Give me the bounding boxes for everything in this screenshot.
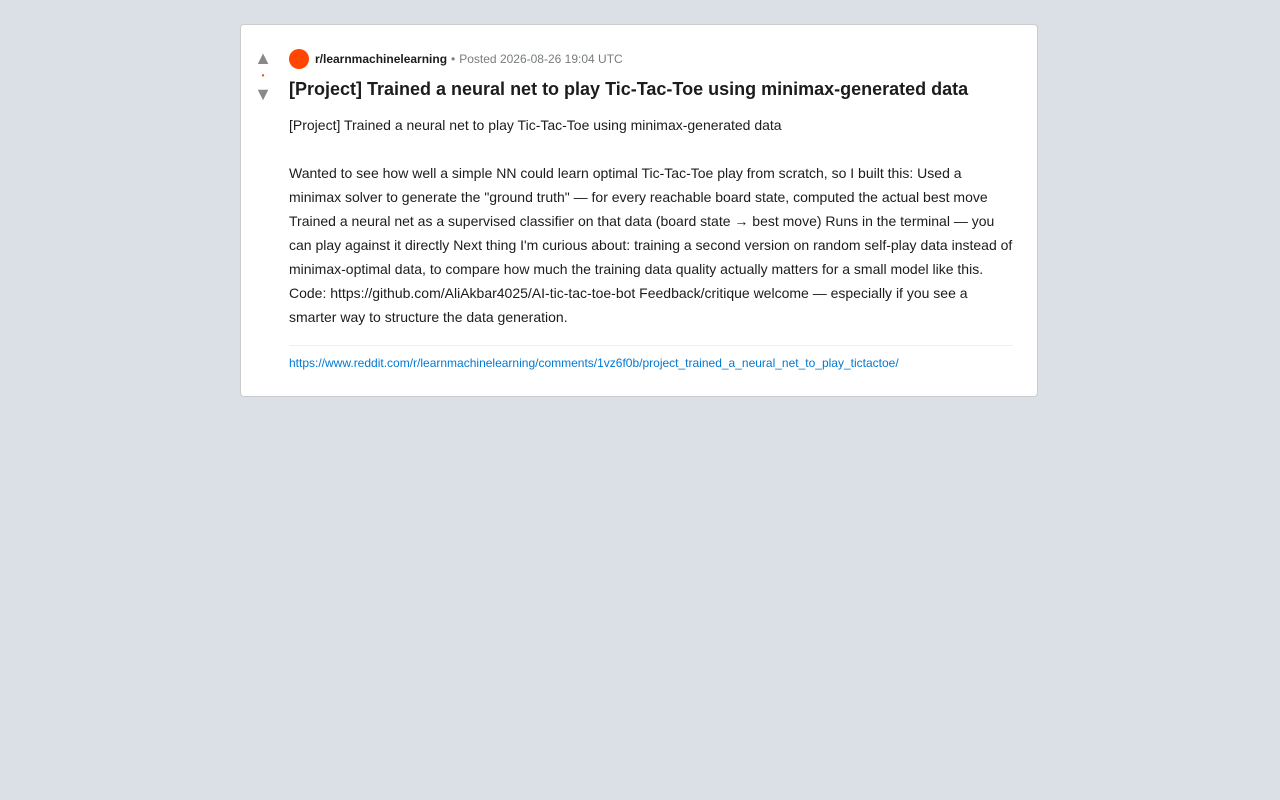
subreddit-name[interactable]: r/learnmachinelearning [315, 52, 448, 66]
downvote-icon[interactable]: ▼ [254, 84, 272, 104]
upvote-icon[interactable]: ▲ [254, 48, 272, 68]
post-body-paragraph: [Project] Trained a neural net to play Tic-Tac-Toe using minimax-generated data [289, 117, 782, 133]
subreddit-avatar[interactable] [289, 49, 309, 69]
permalink-link[interactable]: https://www.reddit.com/r/learnmachinelearning/comments/1vz6f0b/project_trained_a_neural_net_to_play_tictactoe/ [289, 356, 899, 370]
post-body [289, 113, 1013, 329]
post-card [240, 24, 1038, 397]
post-body-paragraph: Wanted to see how well a simple NN could learn optimal Tic-Tac-Toe play from scratch, so I built this: Used a minimax solver to generate the "ground truth" — for every reachable board state, computed the actual best move Trained a neural net as a supervised classifier on that data (board state → best move) Runs in the terminal — you can play against it directly Next thing I'm curious about: training a second version on random self-play data instead of minimax-optimal data, to compare how much the training data quality actually matters for a small model like this. Code: https://github.com/AliAkbar4025/AI-tic-tac-toe-bot Feedback/critique welcome — especially if you see a smarter way to structure the data generation. [289, 165, 1013, 325]
posted-time: Posted 2026-08-26 19:04 UTC [459, 52, 623, 66]
post-title[interactable]: [Project] Trained a neural net to play Tic-Tac-Toe using minimax-generated data [289, 79, 969, 99]
meta-separator: • [451, 52, 456, 66]
vote-column [241, 49, 285, 103]
vote-score: • [261, 71, 265, 80]
post-meta [289, 49, 1013, 69]
divider [289, 345, 1013, 346]
